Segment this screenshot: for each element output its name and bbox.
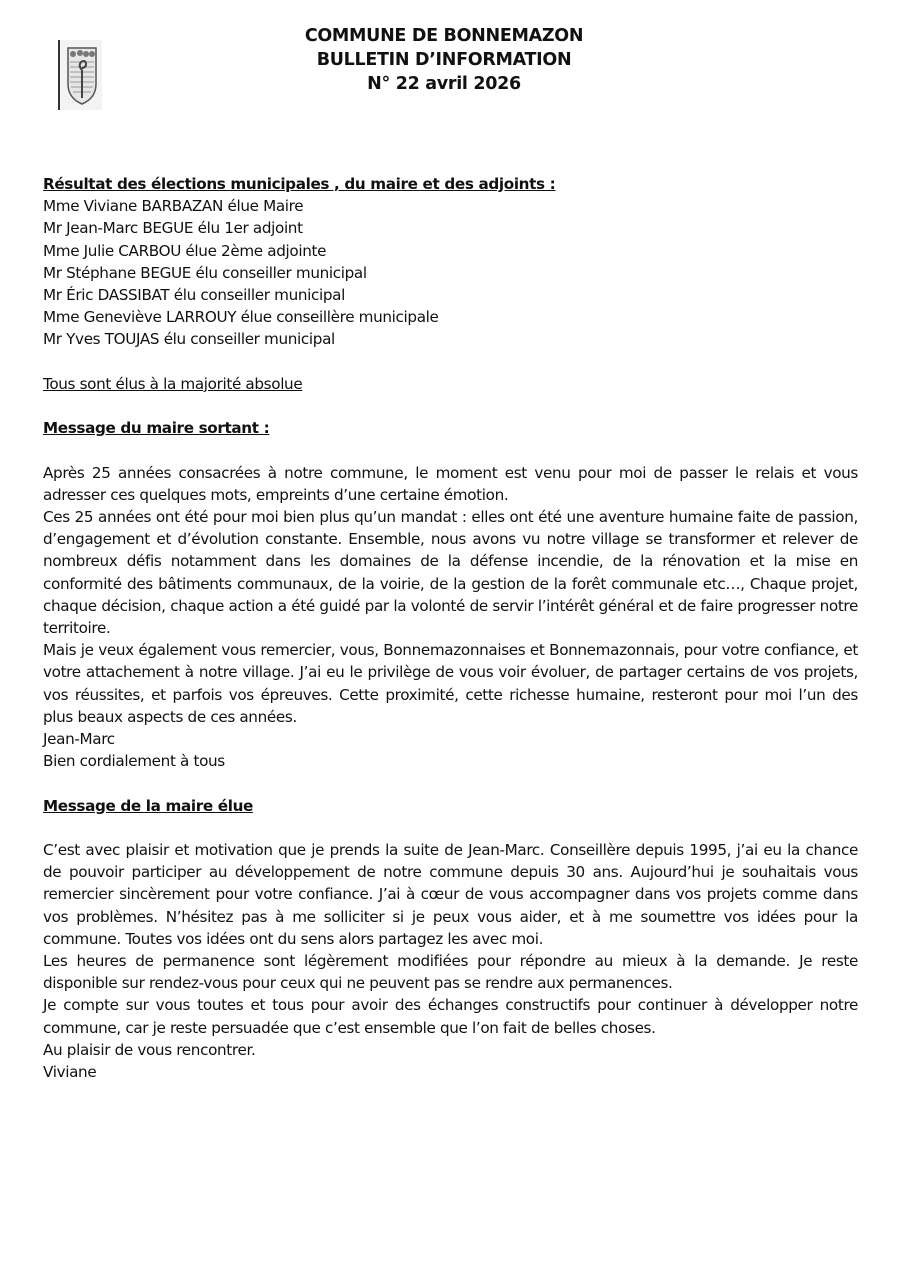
new-mayor-closing: Au plaisir de vous rencontrer. bbox=[43, 1040, 256, 1059]
new-mayor-paragraph: Les heures de permanence sont légèrement modifiées pour répondre au mieux à la demande. Je reste disponible sur rendez-vous pour ceux qui ne peuvent pas se rendre aux permanences. bbox=[43, 952, 858, 993]
elected-member: Mr Yves TOUJAS élu conseiller municipal bbox=[43, 330, 335, 349]
elected-member: Mr Stéphane BEGUE élu conseiller municipal bbox=[43, 263, 367, 282]
bulletin-body bbox=[43, 173, 858, 1083]
commune-name: COMMUNE DE BONNEMAZON bbox=[304, 26, 584, 46]
elected-member: Mme Julie CARBOU élue 2ème adjointe bbox=[43, 241, 327, 260]
new-mayor-signature: Viviane bbox=[43, 1063, 97, 1082]
bulletin-issue: N° 22 avril 2026 bbox=[367, 74, 521, 94]
spacer bbox=[43, 395, 858, 417]
elected-member: Mme Geneviève LARROUY élue conseillère municipale bbox=[43, 308, 439, 327]
outgoing-mayor-paragraph: Après 25 années consacrées à notre commune, le moment est venu pour moi de passer le relais et vous adresser ces quelques mots, empreints d’une certaine émotion. bbox=[43, 463, 858, 504]
spacer bbox=[43, 351, 858, 373]
elections-section bbox=[43, 173, 858, 395]
new-mayor-title: Message de la maire élue bbox=[43, 796, 253, 815]
elected-member: Mme Viviane BARBAZAN élue Maire bbox=[43, 197, 304, 216]
elections-title: Résultat des élections municipales , du maire et des adjoints : bbox=[43, 175, 556, 193]
outgoing-mayor-paragraph: Mais je veux également vous remercier, vous, Bonnemazonnaises et Bonnemazonnais, pour votre confiance, et votre attachement à notre village. J’ai eu le privilège de vous voir évoluer, de partager certains de vos projets, vos réussites, et parfois vos épreuves. Cette proximité, cette richesse humaine, resteront pour moi l’un des plus beaux aspects de ces années. bbox=[43, 641, 858, 726]
spacer bbox=[43, 772, 858, 794]
outgoing-mayor-section bbox=[43, 417, 858, 772]
spacer bbox=[43, 817, 858, 839]
new-mayor-paragraph: C’est avec plaisir et motivation que je prends la suite de Jean-Marc. Conseillère depuis 1995, j’ai eu la chance de pouvoir participer au développement de notre commune depuis 30 ans. Aujourd’hui je souhaitais vous remercier sincèrement pour votre confiance. J’ai à cœur de vous accompagner dans vos projets comme dans vos problèmes. N’hésitez pas à me solliciter si je peux vous aider, et à me soumettre vos idées pour la commune. Toutes vos idées ont du sens alors partagez les avec moi. bbox=[43, 841, 858, 948]
majority-note: Tous sont élus à la majorité absolue bbox=[43, 374, 303, 393]
outgoing-mayor-title: Message du maire sortant : bbox=[43, 419, 270, 438]
outgoing-mayor-paragraph: Ces 25 années ont été pour moi bien plus qu’un mandat : elles ont été une aventure humaine faite de passion, d’engagement et d’évolution constante. Ensemble, nous avons vu notre village se transformer et relever de nombreux défis notamment dans les domaines de la défense incendie, de la rénovation et la mise en conformité des bâtiments communaux, de la voirie, de la gestion de la forêt communale etc…, Chaque projet, chaque décision, chaque action a été guidé par la volonté de servir l’intérêt général et de faire progresser notre territoire. bbox=[43, 508, 858, 638]
new-mayor-section bbox=[43, 795, 858, 1084]
bulletin-header bbox=[0, 24, 888, 96]
spacer bbox=[43, 439, 858, 461]
new-mayor-paragraph: Je compte sur vous toutes et tous pour avoir des échanges constructifs pour continuer à développer notre commune, car je reste persuadée que c’est ensemble que l’on fait de belles choses. bbox=[43, 996, 858, 1037]
elected-member: Mr Jean-Marc BEGUE élu 1er adjoint bbox=[43, 219, 303, 238]
bulletin-title: BULLETIN D’INFORMATION bbox=[316, 50, 572, 70]
elected-member: Mr Éric DASSIBAT élu conseiller municipal bbox=[43, 286, 345, 305]
outgoing-mayor-closing: Bien cordialement à tous bbox=[43, 752, 225, 771]
outgoing-mayor-signature: Jean-Marc bbox=[43, 730, 115, 749]
